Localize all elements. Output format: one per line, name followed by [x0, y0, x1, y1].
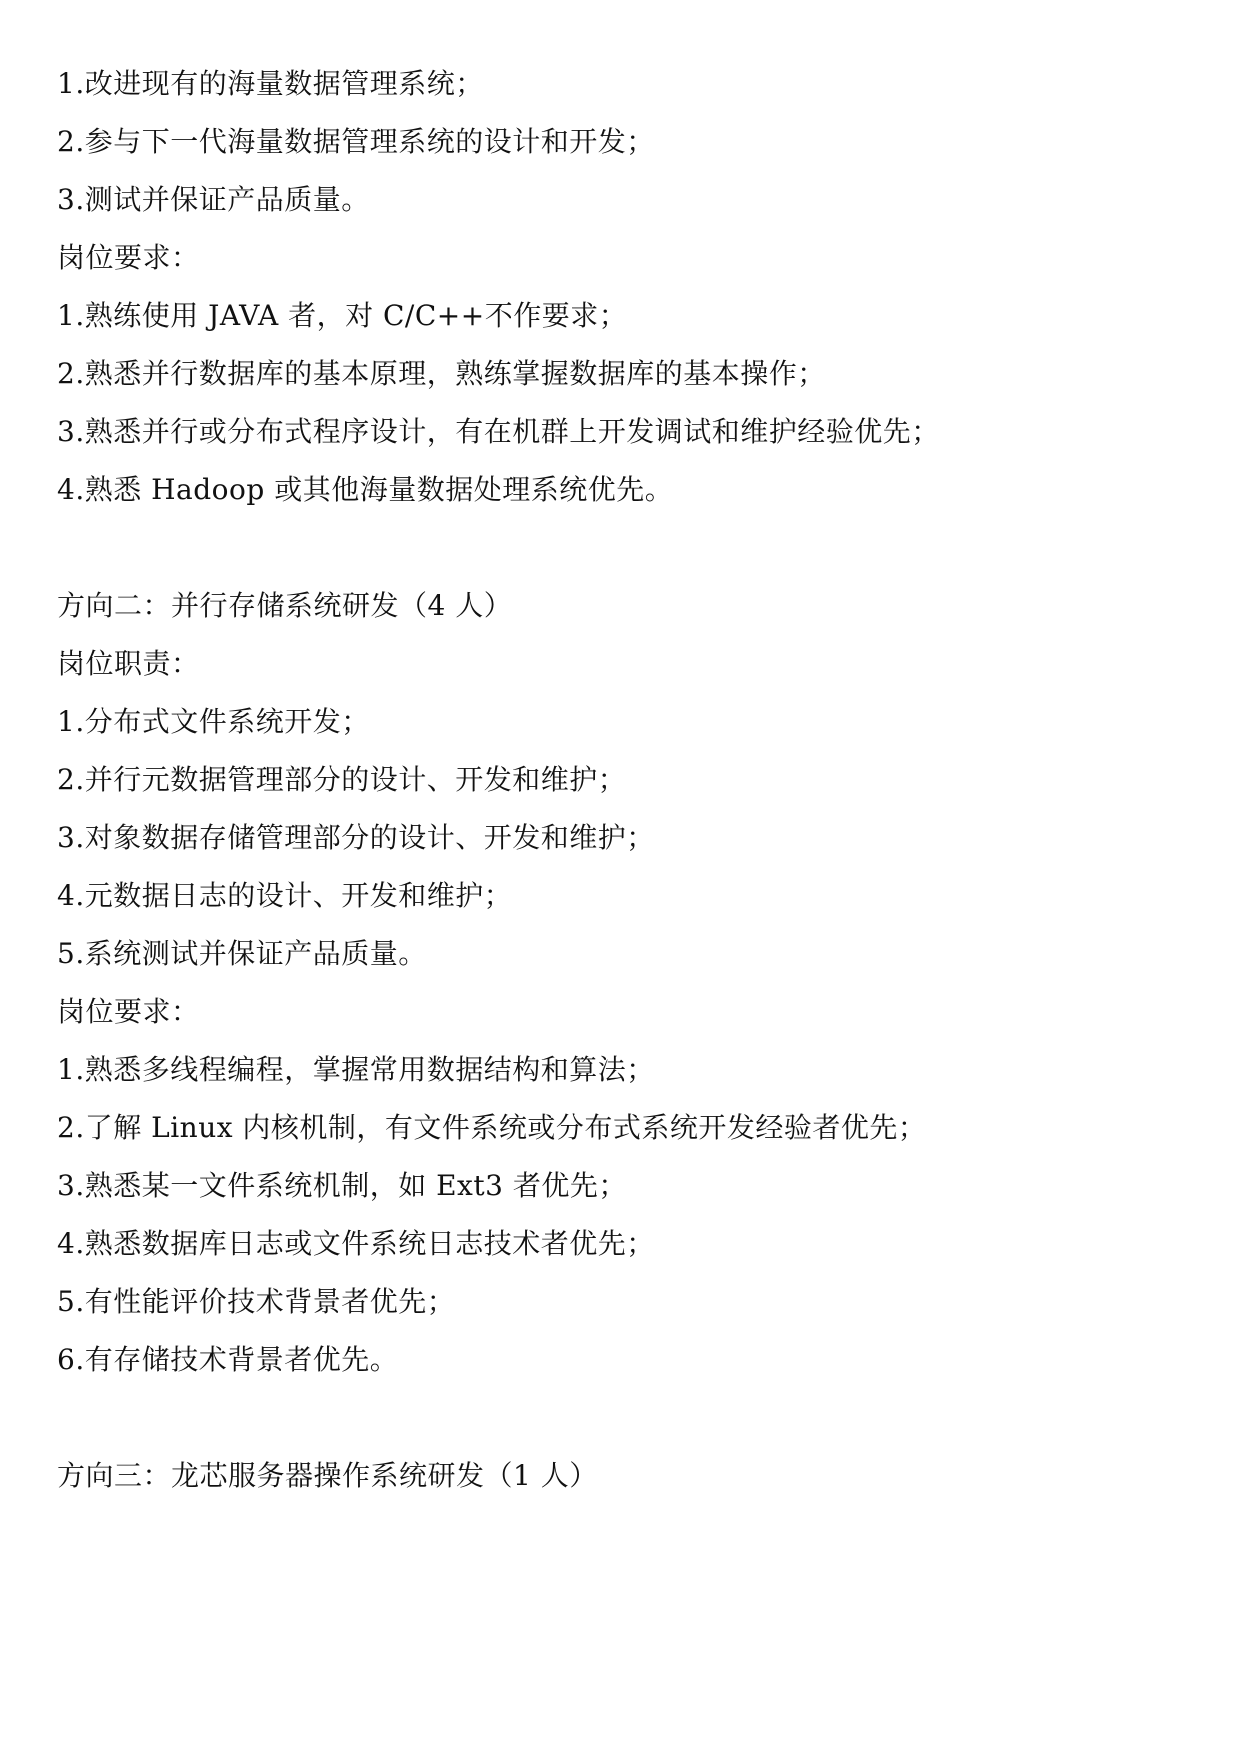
duty-item-3: 3.测试并保证产品质量。 [57, 183, 370, 216]
duty-item-2: 2.参与下一代海量数据管理系统的设计和开发； [57, 125, 655, 158]
requirement-item-4: 4.熟悉数据库日志或文件系统日志技术者优先； [57, 1227, 655, 1260]
section-title-3: 方向三：龙芯服务器操作系统研发（1 人） [57, 1459, 598, 1492]
requirement-item-1: 1.熟练使用 JAVA 者，对 C/C++不作要求； [57, 299, 628, 332]
duties-heading: 岗位职责： [57, 647, 200, 680]
duty-item-4: 4.元数据日志的设计、开发和维护； [57, 879, 513, 912]
requirement-item-1: 1.熟悉多线程编程，掌握常用数据结构和算法； [57, 1053, 655, 1086]
requirement-item-3: 3.熟悉某一文件系统机制，如 Ext3 者优先； [57, 1169, 627, 1202]
duty-item-3: 3.对象数据存储管理部分的设计、开发和维护； [57, 821, 655, 854]
requirement-item-4: 4.熟悉 Hadoop 或其他海量数据处理系统优先。 [57, 473, 674, 506]
duty-item-1: 1.分布式文件系统开发； [57, 705, 370, 738]
requirement-item-6: 6.有存储技术背景者优先。 [57, 1343, 399, 1376]
requirement-item-2: 2.熟悉并行数据库的基本原理，熟练掌握数据库的基本操作； [57, 357, 826, 390]
requirement-item-3: 3.熟悉并行或分布式程序设计，有在机群上开发调试和维护经验优先； [57, 415, 940, 448]
duty-item-2: 2.并行元数据管理部分的设计、开发和维护； [57, 763, 627, 796]
requirement-item-2: 2.了解 Linux 内核机制，有文件系统或分布式系统开发经验者优先； [57, 1111, 927, 1144]
section-title-2: 方向二：并行存储系统研发（4 人） [57, 589, 513, 622]
duty-item-1: 1.改进现有的海量数据管理系统； [57, 67, 484, 100]
requirements-heading: 岗位要求： [57, 241, 200, 274]
duty-item-5: 5.系统测试并保证产品质量。 [57, 937, 427, 970]
requirement-item-5: 5.有性能评价技术背景者优先； [57, 1285, 456, 1318]
requirements-heading: 岗位要求： [57, 995, 200, 1028]
